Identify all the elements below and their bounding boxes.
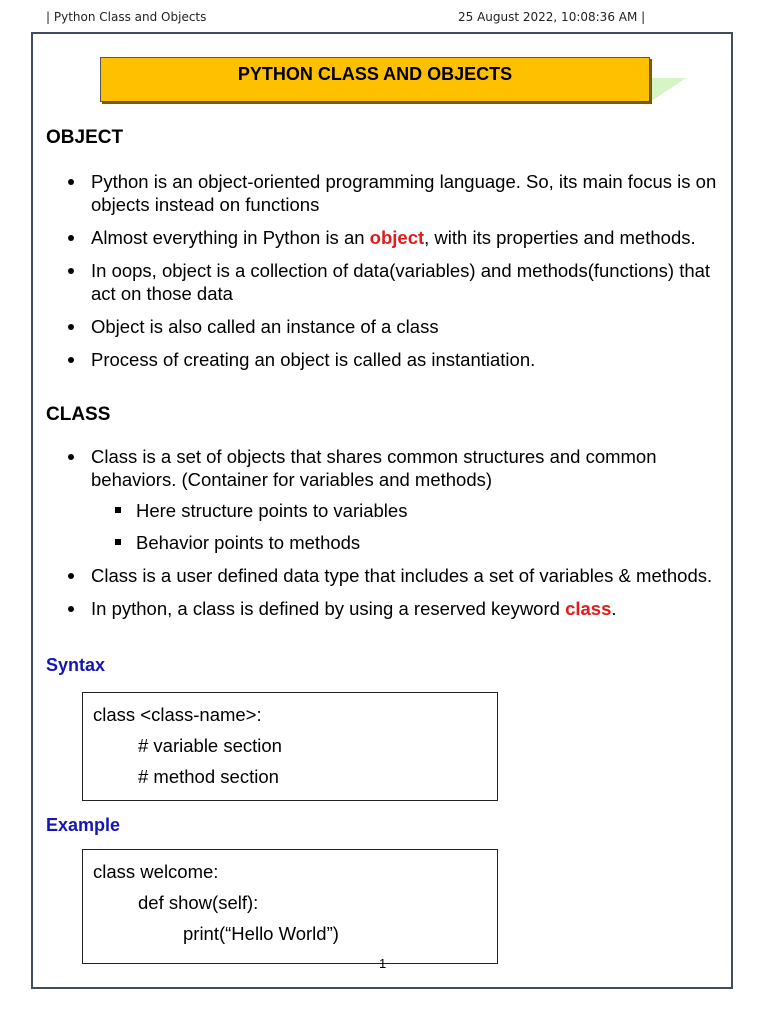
title-decoration [650, 78, 686, 102]
keyword-object: object [369, 227, 425, 248]
list-item-text: Almost everything in Python is an [91, 227, 370, 248]
syntax-heading: Syntax [46, 655, 106, 675]
list-item-text: In python, a class is defined by using a reserved keyword [91, 598, 566, 619]
sub-list [91, 499, 736, 554]
list-item-text: . [611, 598, 617, 619]
header-document-title: | Python Class and Objects [46, 10, 207, 24]
list-item: Class is a user defined data type that includes a set of variables & methods. [46, 564, 736, 587]
class-heading: CLASS [46, 404, 111, 425]
sub-list-item: Here structure points to variables [91, 499, 736, 522]
class-bullet-list [46, 445, 736, 630]
object-heading: OBJECT [46, 127, 124, 148]
keyword-class: class [565, 598, 612, 619]
list-item: Python is an object-oriented programming language. So, its main focus is on objects instead on functions [46, 170, 736, 216]
code-line: def show(self): [138, 892, 259, 913]
code-line: # method section [138, 766, 279, 787]
list-item: In oops, object is a collection of data(variables) and methods(functions) that act on those data [46, 259, 736, 305]
sub-list-item: Behavior points to methods [91, 531, 736, 554]
list-item: Object is also called an instance of a class [46, 315, 736, 338]
object-bullet-list [46, 170, 736, 381]
example-code-box [82, 849, 498, 964]
code-line: # variable section [138, 735, 282, 756]
list-item-text: Class is a set of objects that shares common structures and common behaviors. (Container for variables and methods) [91, 446, 657, 490]
header-timestamp: 25 August 2022, 10:08:36 AM | [458, 10, 646, 24]
syntax-code-box [82, 692, 498, 801]
page-title: PYTHON CLASS AND OBJECTS [100, 57, 650, 102]
page-number: 1 [379, 956, 387, 971]
list-item: Process of creating an object is called as instantiation. [46, 348, 736, 371]
list-item [46, 597, 736, 620]
code-line: print(“Hello World”) [183, 923, 339, 944]
code-line: class <class-name>: [93, 704, 262, 725]
list-item-text: , with its properties and methods. [424, 227, 696, 248]
code-line: class welcome: [93, 861, 219, 882]
example-heading: Example [46, 815, 121, 835]
list-item [46, 445, 736, 554]
list-item [46, 226, 736, 249]
